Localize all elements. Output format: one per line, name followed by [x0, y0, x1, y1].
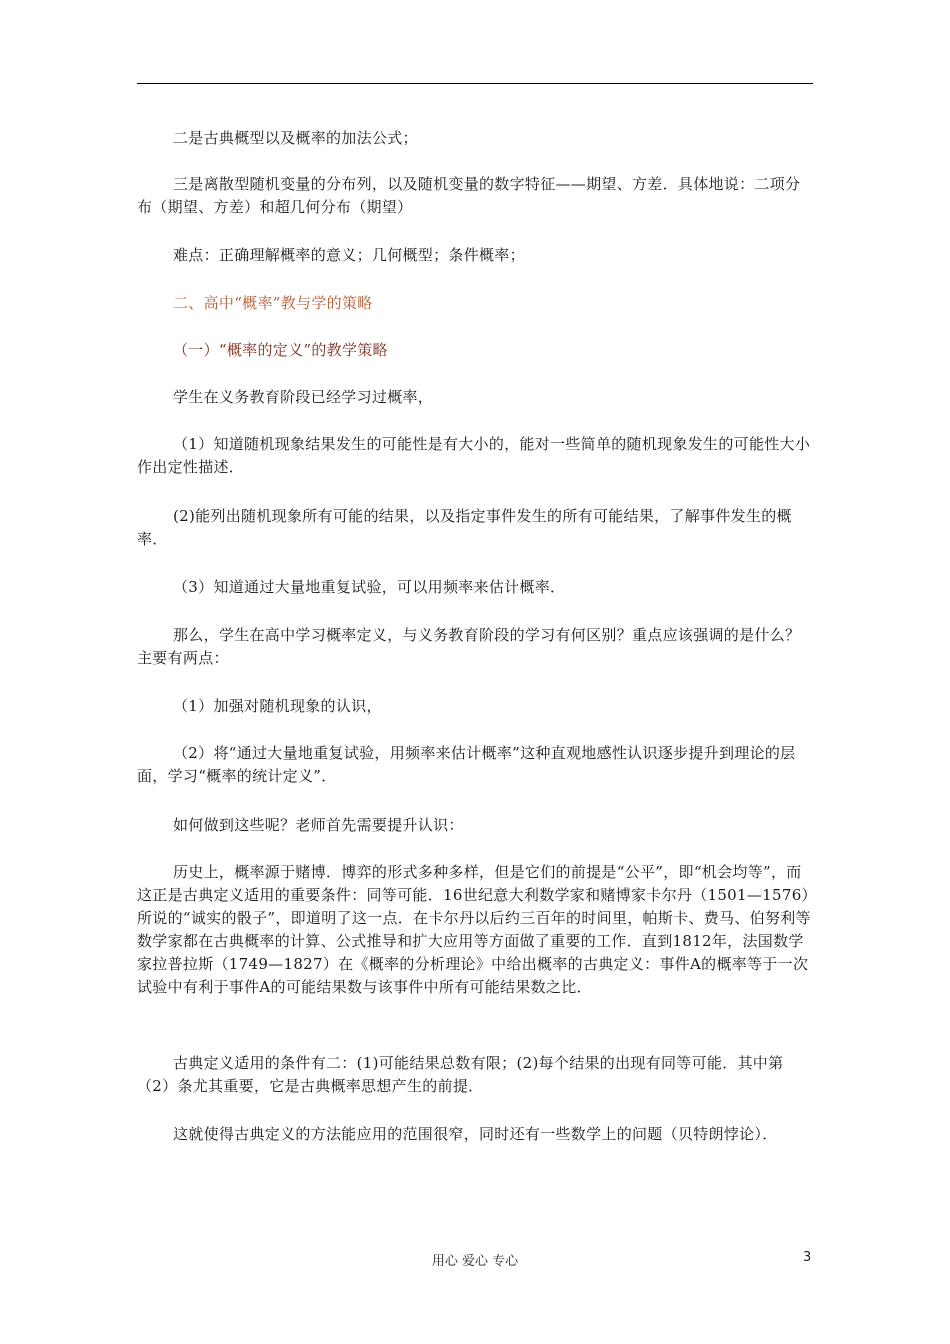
paragraph-history: 历史上，概率源于赌博．博弈的形式多种多样，但是它们的前提是“公平”，即“机会均等”，而这正是古典定义适用的重要条件：同等可能．16世纪意大利数学家和赌博家卡尔丹（1501—1576）所说的“诚实的骰子”，即道明了这一点．在卡尔丹以后约三百年的时间里，帕斯卡、费马、伯努利等数学家都在古典概率的计算、公式推导和扩大应用等方面做了重要的工作．直到1812年，法国数学家拉普拉斯（1749—1827）在《概率的分析理论》中给出概率的古典定义：事件A的概率等于一次试验中有利于事件A的可能结果数与该事件中所有可能结果数之比．: [137, 863, 811, 996]
section-heading: 二、高中“概率”教与学的策略: [173, 294, 373, 312]
paragraph-point-1: （1）知道随机现象结果发生的可能性是有大小的，能对一些简单的随机现象发生的可能性大小作出定性描述．: [137, 435, 811, 476]
paragraph-point-3: （3）知道通过大量地重复试验，可以用频率来估计概率．: [173, 578, 566, 596]
paragraph-difficulties: 难点：正确理解概率的意义；几何概型；条件概率；: [173, 246, 525, 264]
header-rule: [137, 83, 813, 84]
footer-motto: 用心 爱心 专心: [431, 1254, 519, 1269]
paragraph-emphasis-1: （1）加强对随机现象的认识，: [173, 697, 382, 715]
paragraph-classical-model: 二是古典概型以及概率的加法公式；: [173, 129, 418, 147]
paragraph-conditions: 古典定义适用的条件有二：(1)可能结果总数有限；(2)每个结果的出现有同等可能．其中第（2）条尤其重要，它是古典概率思想产生的前提．: [137, 1054, 784, 1095]
paragraph-limitations: 这就使得古典定义的方法能应用的范围很窄，同时还有一些数学上的问题（贝特朗悖论）．: [173, 1125, 778, 1143]
paragraph-discrete-variables: 三是离散型随机变量的分布列，以及随机变量的数字特征——期望、方差．具体地说：二项分布（期望、方差）和超几何分布（期望）: [137, 175, 801, 216]
page-number: 3: [803, 1250, 812, 1265]
paragraph-point-2: (2)能列出随机现象所有可能的结果，以及指定事件发生的所有可能结果，了解事件发生的概率．: [137, 507, 792, 548]
paragraph-emphasis-2: （2）将“通过大量地重复试验，用频率来估计概率”这种直观地感性认识逐步提升到理论的层面，学习“概率的统计定义”．: [137, 744, 796, 785]
paragraph-question: 那么，学生在高中学习概率定义，与义务教育阶段的学习有何区别？重点应该强调的是什么？主要有两点：: [137, 626, 801, 667]
paragraph-prior-learning: 学生在义务教育阶段已经学习过概率，: [173, 388, 434, 406]
paragraph-how: 如何做到这些呢？老师首先需要提升认识：: [173, 816, 464, 834]
subsection-heading: （一）“概率的定义”的教学策略: [173, 341, 388, 359]
